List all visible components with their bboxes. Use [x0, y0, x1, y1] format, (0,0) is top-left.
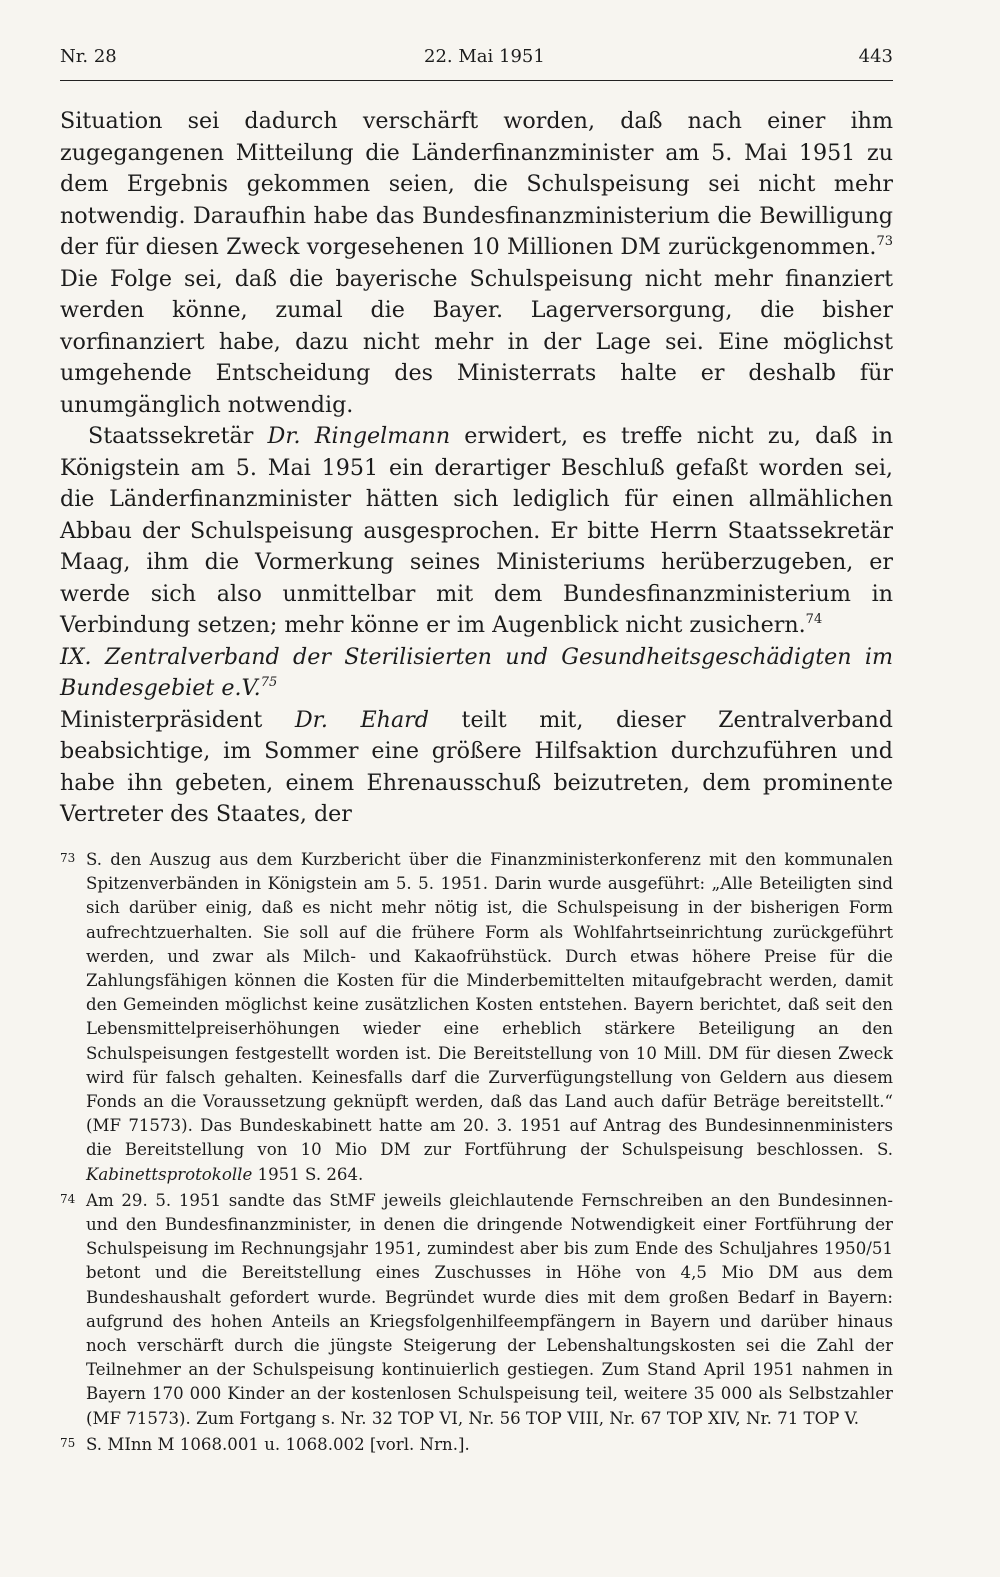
document-page — [60, 40, 893, 1454]
section-heading-ix — [60, 642, 893, 705]
running-header — [60, 40, 893, 72]
footnotes-section — [60, 848, 893, 1459]
header-rule — [60, 80, 893, 81]
paragraph-2-lead: Staatssekretär — [88, 423, 268, 449]
paragraph-2-text: erwidert, es treffe nicht zu, daß in Königstein am 5. Mai 1951 ein derartiger Beschluß gefaßt worden sei, die Länderfinanzminister hätten sich lediglich für einen allmählichen Abbau der Schulspeisung ausgesprochen. Er bitte Herrn Staatssekretär Maag, ihm die Vormerkung seines Ministeriums herüberzugeben, er werde sich also unmittelbar mit dem Bundesfinanzministerium in Verbindung setzen; mehr könne er im Augenblick nicht zusichern. — [60, 423, 893, 638]
footnote-ref-73[interactable]: 73 — [876, 234, 893, 249]
footnote-ref-74[interactable]: 74 — [805, 612, 823, 627]
footnote-text: S. MInn M 1068.001 u. 1068.002 [vorl. Nrn.]. — [86, 1434, 470, 1454]
footnote-text: S. den Auszug aus dem Kurzbericht über die Finanzministerkonferenz mit den kommunalen Spitzenverbänden in Königstein am 5. 5. 1951. Darin wurde ausgeführt: „Alle Beteiligten sind sich darüber einig, daß es nicht mehr nötig ist, die Schulspeisung in der bisherigen Form aufrechtzuerhalten. Sie soll auf die frühere Form als Wohlfahrtseinrichtung zurückgeführt werden, und zwar als Milch- und Kakaofrühstück. Durch etwas höhere Preise für die Zahlungsfähigen können die Kosten für die Minderbemittelten mitaufgebracht werden, damit den Gemeinden möglichst keine zusätzlichen Kosten entstehen. Bayern berichtet, daß seit den Lebensmittelpreiserhöhungen wieder eine erheblich stärkere Beteiligung an den Schulspeisungen festgestellt worden ist. Die Bereitstellung von 10 Mill. DM für diesen Zweck wird für falsch gehalten. Keinesfalls darf die Zurverfügungstellung von Geldern aus diesem Fonds an die Voraussetzung geknüpft werden, daß das Land auch dafür Beträge bereitstellt.“ (MF 71573). Das Bundeskabinett hatte am 20. 3. 1951 auf Antrag des Bundesinnenministers die Bereitstellung von 10 Mio DM zur Fortführung der Schulspeisung beschlossen. S. — [86, 850, 893, 1160]
speaker-name-ehard: Dr. Ehard — [294, 706, 429, 733]
footnote-73 — [60, 848, 893, 1187]
paragraph-2 — [60, 421, 893, 642]
paragraph-1 — [60, 106, 893, 421]
footnote-ref-75[interactable]: 75 — [260, 675, 278, 690]
paragraph-3-lead: Ministerpräsident — [60, 706, 295, 733]
page-number: 443 — [858, 46, 893, 67]
footnote-text: Am 29. 5. 1951 sandte das StMF jeweils gleichlautende Fernschreiben an den Bundesinnen- und den Bundesfinanzminister, in denen die dringende Notwendigkeit einer Fortführung der Schulspeisung im Rechnungsjahr 1951, zumindest aber bis zum Ende des Schuljahres 1950/51 betont und die Bereitstellung eines Zuschusses in Höhe von 4,5 Mio DM aus dem Bundeshaushalt gefordert wurde. Begründet wurde dies mit dem großen Bedarf in Bayern: aufgrund des hohen Anteils an Kriegsfolgenhilfeempfängern in Bayern und darüber hinaus noch verschärft durch die jüngste Steigerung der Lebenshaltungskosten sei die Zahl der Teilnehmer an der Schulspeisung kontinuierlich gestiegen. Zum Stand April 1951 nahmen in Bayern 170 000 Kinder an der kostenlosen Schulspeisung teil, weitere 35 000 als Selbstzahler (MF 71573). Zum Fortgang s. Nr. 32 TOP VI, Nr. 56 TOP VIII, Nr. 67 TOP XIV, Nr. 71 TOP V. — [86, 1190, 893, 1428]
footnote-number: 74 — [60, 1191, 76, 1206]
footnote-number: 75 — [60, 1435, 76, 1450]
footnote-number: 73 — [60, 851, 76, 865]
paragraph-3 — [60, 705, 893, 831]
paragraph-1-continuation: Die Folge sei, daß die bayerische Schulspeisung nicht mehr finanziert werden könne, zumal die Bayer. Lagerversorgung, die bisher vorfinanziert habe, dazu nicht mehr in der Lage sei. Eine möglichst umgehende Entscheidung des Ministerrats halte er deshalb für unumgänglich notwendig. — [60, 265, 893, 418]
section-heading-text: IX. Zentralverband der Sterilisierten und Gesundheitsgeschädigten im Bundesgebiet e.V. — [60, 643, 893, 701]
paragraph-3-text: teilt mit, dieser Zentralverband beabsichtige, im Sommer eine größere Hilfsaktion durchzuführen und habe ihn gebeten, einem Ehrenausschuß beizutreten, dem prominente Vertreter des Staates, der — [60, 706, 893, 827]
paragraph-1-text: Situation sei dadurch verschärft worden, daß nach einer ihm zugegangenen Mitteilung die Länderfinanzminister am 5. Mai 1951 zu dem Ergebnis gekommen seien, die Schulspeisung sei nicht mehr notwendig. Daraufhin habe das Bundesfinanzministerium die Bewilligung der für diesen Zweck vorgesehenen 10 Millionen DM zurückgenommen. — [60, 108, 893, 260]
footnote-75 — [60, 1433, 893, 1457]
footnote-italic-title: Kabinettsprotokolle — [86, 1164, 253, 1184]
speaker-name-ringelmann: Dr. Ringelmann — [267, 423, 451, 449]
session-date: 22. Mai 1951 — [424, 46, 545, 67]
document-number: Nr. 28 — [60, 46, 117, 67]
footnote-text-end: 1951 S. 264. — [252, 1164, 364, 1184]
main-text — [60, 106, 893, 831]
footnote-74 — [60, 1189, 893, 1431]
